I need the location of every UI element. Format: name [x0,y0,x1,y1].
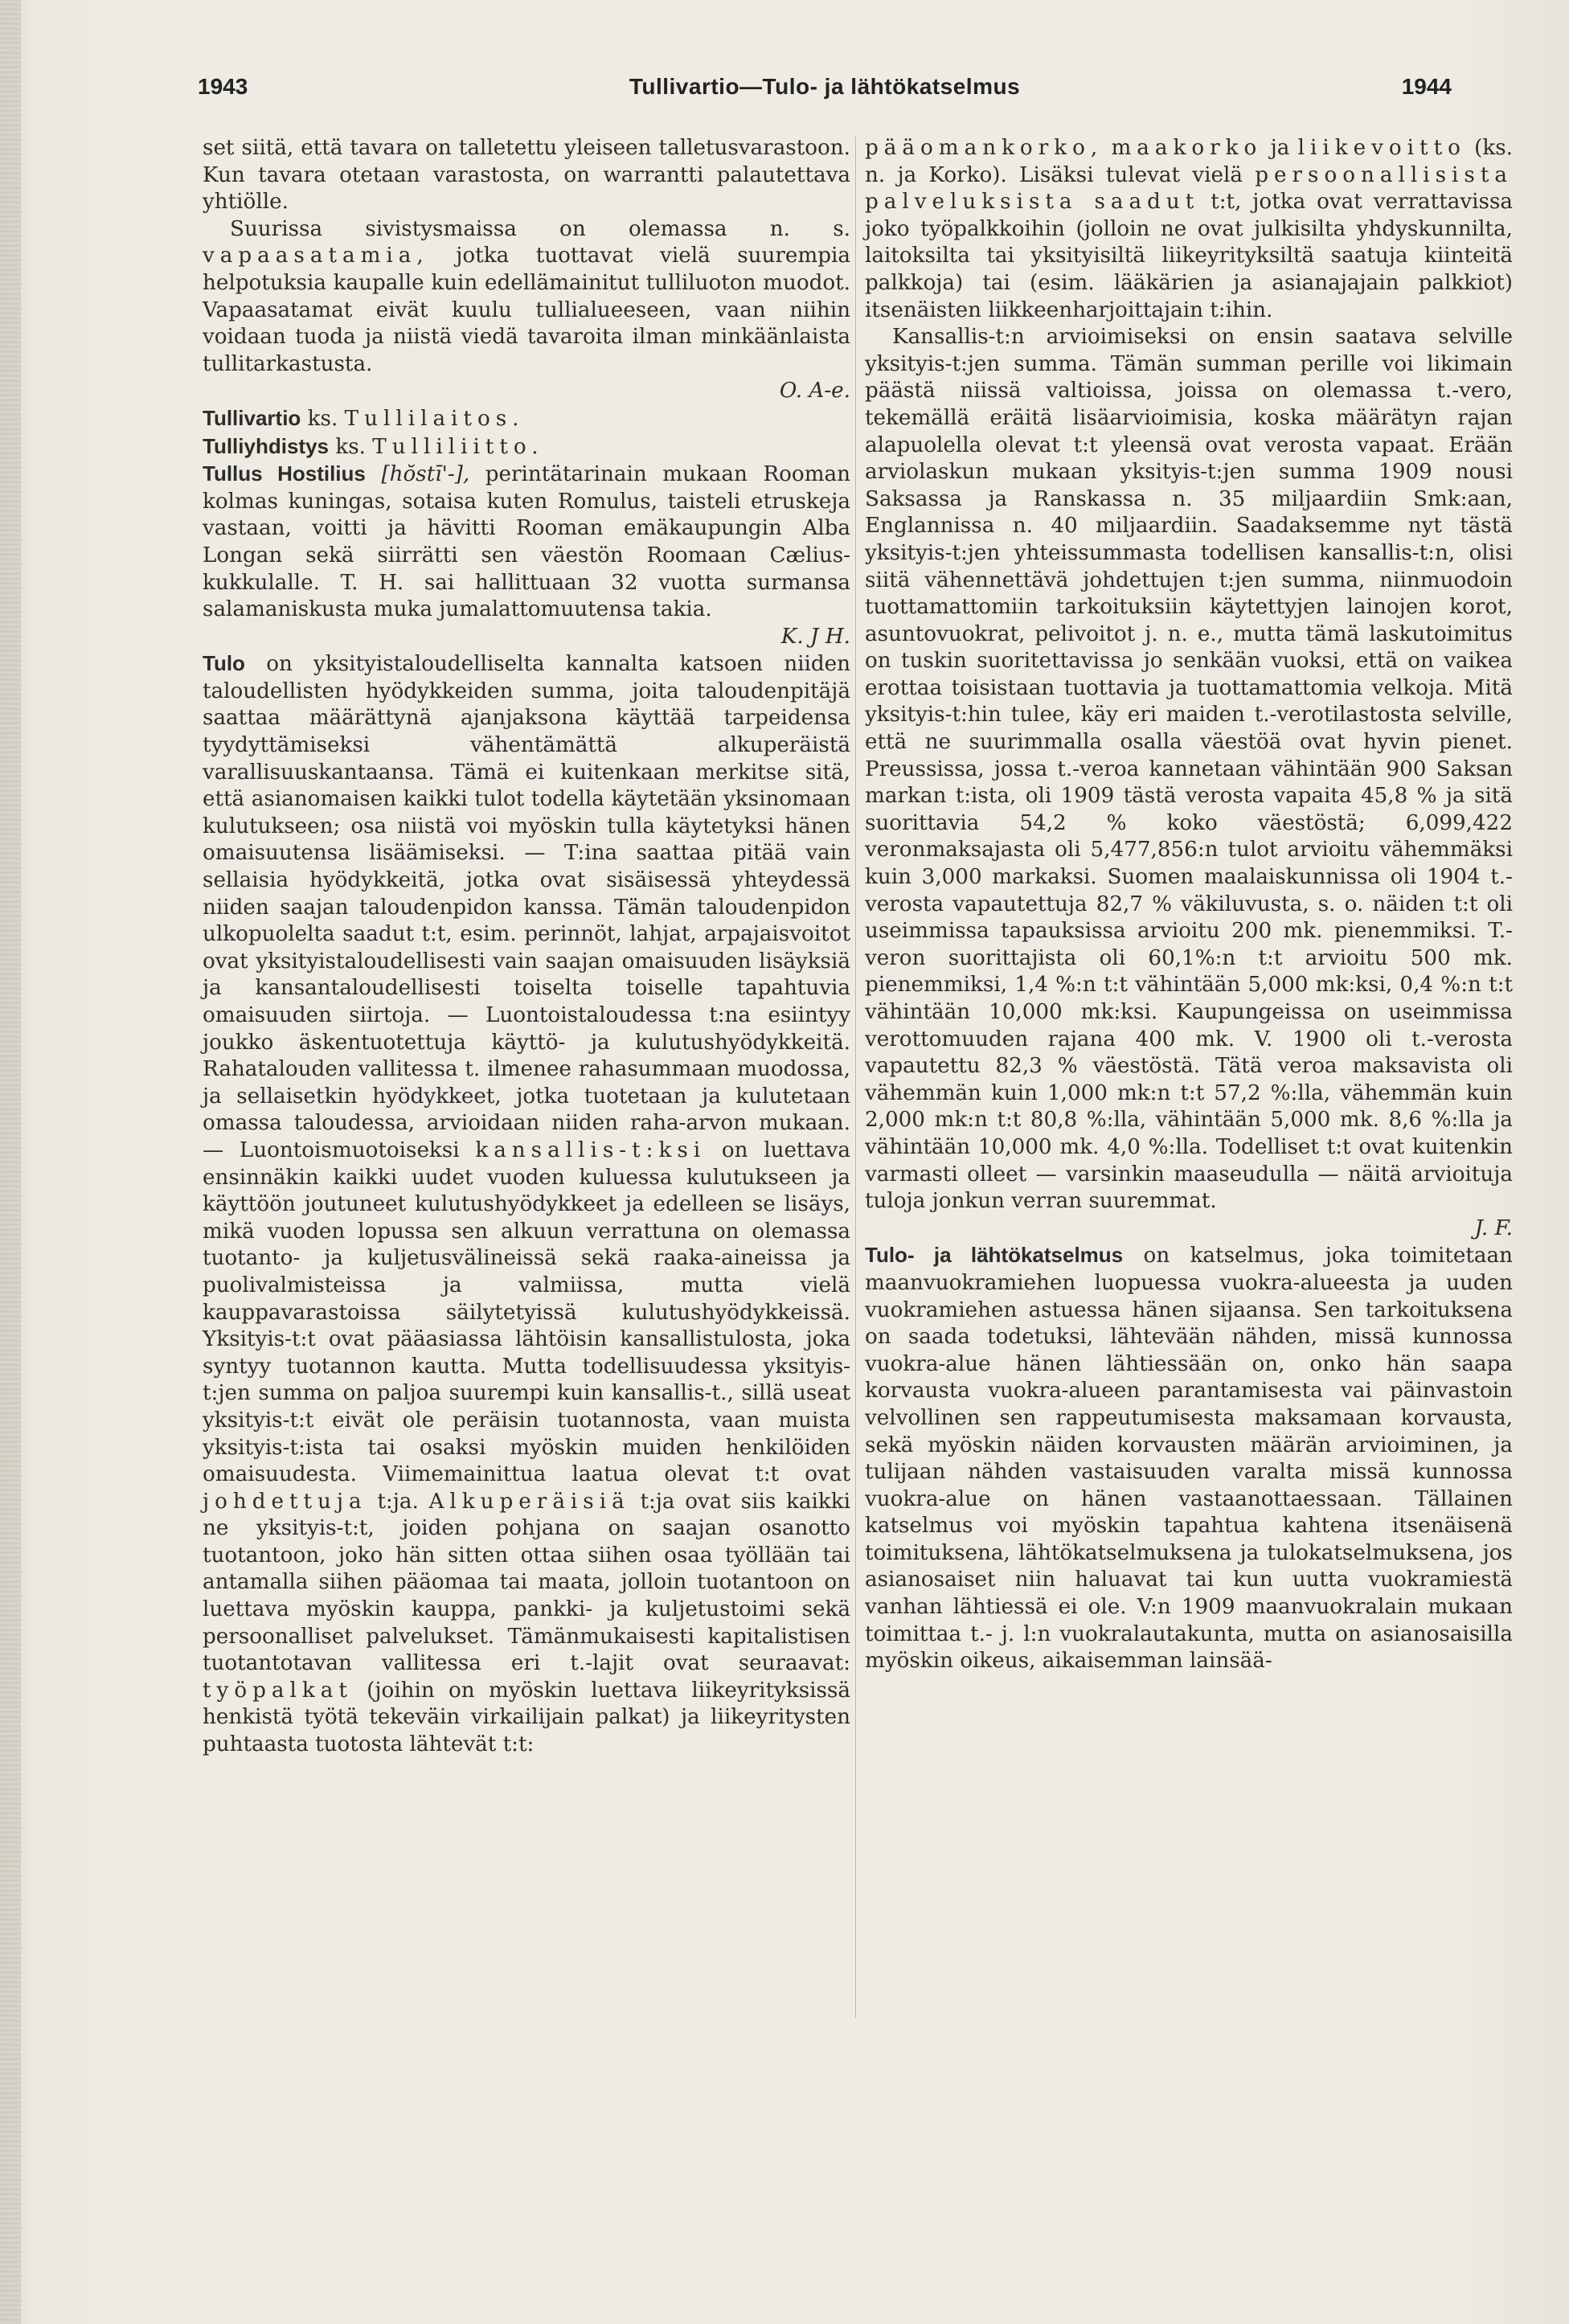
entry-headword: Tulliyhdistys [203,433,329,458]
paragraph-warrant: set siitä, että tavara on talletettu yleiseen talletusvarastoon. Kun tavara otetaan varastosta, on warrantti palautettava yhtiölle. [203,136,850,215]
running-header [198,74,1452,106]
entry-tulo: Tulo on yksityistaloudelliselta kannalta katsoen niiden taloudellisten hyödykkeiden summa, joita taloudenpitäjä saattaa määrättynä ajanjaksona käyttää tarpeidensa tyydyttämiseksi vähentämättä alkuperäistä varallisuuskantaansa. Tämä ei kuitenkaan merkitse sitä, että asianomaisen kaikki tulot todella käytetään yksinomaan kulutukseen; osa niistä voi myöskin tulla käytetyksi hänen omaisuutensa lisäämiseksi. — T:ina saattaa pitää vain sellaisia hyödykkeitä, jotka ovat sisäisessä yhteydessä niiden saajan taloudenpidon kanssa. Tämän taloudenpidon ulkopuolelta saadut t:t, esim. perinnöt, lahjat, arpajaisvoitot ovat yksityistaloudellisesti vain saajan omaisuuden lisäyksiä ja kansantaloudellisesti toiselta toiselle tapahtuvia omaisuuden siirtoja. — Luontoistaloudessa t:na esiintyy joukko äskentuotettuja käyttö- ja kulutushyödykkeitä. Rahatalouden vallitessa t. ilmenee rahasummaan muodossa, ja sellaisetkin hyödykkeet, jotka tuotetaan ja kulutetaan omassa taloudessa, arvioidaan niiden raha-arvon mukaan. — Luontoismuotoiseksi kansallis-t:ksi on luettava ensinnäkin kaikki uudet vuoden kuluessa kulutukseen ja käyttöön joutuneet kulutushyödykkeet ja edelleen se lisäys, mikä vuoden lopussa sen alkuun verrattuna on olemassa tuotanto- ja kuljetusvälineissä sekä raaka-aineissa ja puolivalmisteissa ja valmiissa, mutta vielä kauppavarastoissa säilytetyissä kulutushyödykkeissä. Yksityis-t:t ovat pääasiassa lähtöisin kansallistulosta, joka syntyy tuotannon kautta. Mutta todellisuudessa yksityis-t:jen summa on paljoa suurempi kuin kansallis-t., sillä useat yksityis-t:t eivät ole peräisin tuotannosta, vaan muista yksityis-t:ista tai osaksi myöskin muiden henkilöiden omaisuudesta. Viimemainittua laatua olevat t:t ovat johdettuja t:ja. Alkuperäisiä t:ja ovat siis kaikki ne yksityis-t:t, joiden pohjana on saajan osanotto tuotantoon, joko hän sitten ottaa siihen osaa työllään tai antamalla siihen pääomaa tai maata, jolloin tuotantoon on luettava myöskin kauppa, pankki- ja kuljetustoimi sekä persoonalliset palvelukset. Tämänmukaisesti kapitalistisen tuotantotavan vallitessa eri t.-lajit ovat seuraavat: työpalkat (joihin on myöskin luettava liikeyrityksissä henkistä työtä tekeväin virkailijain palkat) ja liikeyritysten puhtaasta tuotosta lähtevät t:t: [203,651,851,1757]
entry-headword: Tulo [203,651,245,676]
entry-tulliyhdistys: Tulliyhdistys ks. Tulliliitto. [203,433,544,459]
cross-reference: Tullilaitos. [344,406,525,431]
cross-reference: Tulliliitto. [372,434,544,459]
signature: O. A-e. [779,379,850,404]
left-column [203,135,850,1759]
paragraph-free-ports: Suurissa sivistysmaissa on olemassa n. s. vapaasatamia, jotka tuottavat vielä suurempia helpotuksia kaupalle kuin edellämainitut tulliluoton muodot. Vapaasatamat eivät kuulu tullialueeseen, vaan niihin voidaan tuoda ja niistä viedä tavaroita ilman minkäänlaista tullitarkastusta. O. A-e. [203,216,850,405]
entry-headword: Tulo- ja lähtökatselmus [865,1243,1124,1268]
entry-tulo-ja-lahtokatselmus: Tulo- ja lähtökatselmus on katselmus, joka toimitetaan maanvuokramiehen luopuessa vuokra-alueesta ja uuden vuokramiehen astuessa hänen sijaansa. Sen tarkoituksena on saada todetuksi, lähtevään nähden, missä kunnossa vuokra-alue hänen lähtiessään on, onko hän saapa korvausta vuokra-alueen parantamisesta vai päinvastoin velvollinen sen rappeutumisesta maksamaan korvausta, sekä myöskin näiden korvausten määrän arvioiminen, ja tulijaan nähden vastaisuuden varalta missä kunnossa vuokra-alue on hänen vastaanottaessaan. Tällainen katselmus voi myöskin tapahtua kahtena itsenäisenä toimituksena, lähtökatselmuksena ja tulokatselmuksena, jos asianosaiset niin haluavat tai kun uutta vuokramiestä vanhan lähtiessä ei ole. V:n 1909 maanvuokralain mukaan toimittaa t.- j. l:n vuokralautakunta, mutta on asianosaisilla myöskin oikeus, aikaisemman lainsää- [865,1243,1514,1674]
entry-tullus-hostilius: Tullus Hostilius [hŏstī'-], perintätarinain mukaan Rooman kolmas kuningas, sotaisa kuten Romulus, taisteli etruskeja vastaan, voitti ja hävitti Rooman emäkaupungin Alba Longan sekä siirrätti sen väestön Roomaan Cælius-kukkulalle. T. H. sai hallittuaan 32 vuotta surmansa salamaniskusta muka jumalattomuutensa takia. K. J H. [203,461,850,650]
signature: J. F. [1474,1215,1513,1240]
paragraph-income-types: pääomankorko, maakorko ja liikevoitto (ks. n. ja Korko). Lisäksi tulevat vielä persoonallisista palveluksista saadut t:t, jotka ovat verrattavissa joko työpalkkoihin (jolloin ne ovat julkisilta yhdyskunnilta, laitoksilta tai yksityisiltä liikeyrityksiltä saatuja kiinteitä palkkoja) tai (esim. lääkärien ja asianajajain palkkiot) itsenäisten liikkeenharjoittajain t:ihin. [865,136,1514,322]
pronunciation: [hŏstī'-], [381,462,470,487]
running-title: Tullivartio—Tulo- ja lähtökatselmus [629,74,1021,99]
paragraph-national-income: Kansallis-t:n arvioimiseksi on ensin saatava selville yksityis-t:jen summa. Tämän summan perille voi likimain päästä niissä valtioissa, joissa on olemassa t.-vero, tekemällä eräitä lisäarvioimisia, koska määrätyn rajan alapuolella olevat t:t yleensä ovat verosta vapaat. Erään arviolaskun mukaan yksityis-t:jen summa 1909 nousi Saksassa ja Ranskassa n. 35 miljaardiin Smk:aan, Englannissa n. 40 miljaardiin. Saadaksemme nyt tästä yksityis-t:jen yhteissummasta todellisen kansallis-t:n, olisi siitä vähennettävä johdettujen t:jen summa, niinmuodoin tuottamattomiin tarkoituksiin käytettyjen lainojen korot, asuntovuokrat, pelivoitot j. n. e., mutta tämä laskutoimitus on tuskin suoritettavissa jo senkään vuoksi, että on vaikea erottaa toisistaan tuottavia ja tuottamattomia velkoja. Mitä yksityis-t:hin tulee, käy eri maiden t.-verotilastosta selville, että ne suurimmalla osalla väestöä ovat hyvin pienet. Preussissa, jossa t.-veroa kannetaan vähintään 900 Saksan markan t:ista, oli 1909 tästä verosta vapaita 45,8 % ja sitä suorittavia 54,2 % koko väestöstä; 6,099,422 veronmaksajasta oli 5,477,856:n tulot arvioitu vähemmäksi kuin 3,000 markaksi. Suomen maalaiskunnissa oli 1904 t.-verosta vapautettuja 82,7 % väkiluvusta, s. o. näiden t:t oli useimmissa tapauksissa arvioitu 200 mk. pienemmiksi. T.-veron suorittajista oli 60,1%:n t:t arvioitu 500 mk. pienemmiksi, 1,4 %:n t:t vähintään 5,000 mk:ksi, 0,4 %:n t:t vähintään 10,000 mk:ksi. Kaupungeissa on useimmissa verottomuuden rajana 400 mk. V. 1900 oli t.-verosta vapautettu 82,3 % väestöstä. Tätä veroa maksavista oli vähemmän kuin 1,000 mk:n t:t 57,2 %:lla, vähemmän kuin 2,000 mk:n t:t 80,8 %:lla, vähintään 5,000 mk. 8,6 %:lla ja vähintään 10,000 mk. 4,0 %:lla. Todelliset t:t ovat kuitenkin varmasti olleet — varsinkin maaseudulla — näitä arvioituja tuloja jonkun verran suuremmat. J. F. [865,324,1513,1242]
signature: K. J H. [780,624,850,649]
right-column [865,135,1513,1675]
page-number-left: 1943 [198,74,248,99]
page-number-right: 1944 [1401,74,1452,99]
entry-tullivartio: Tullivartio ks. Tullilaitos. [203,405,525,431]
entry-headword: Tullus Hostilius [203,461,366,486]
page-binding-edge [0,0,21,2324]
column-divider [855,137,856,2018]
entry-headword: Tullivartio [203,405,301,430]
